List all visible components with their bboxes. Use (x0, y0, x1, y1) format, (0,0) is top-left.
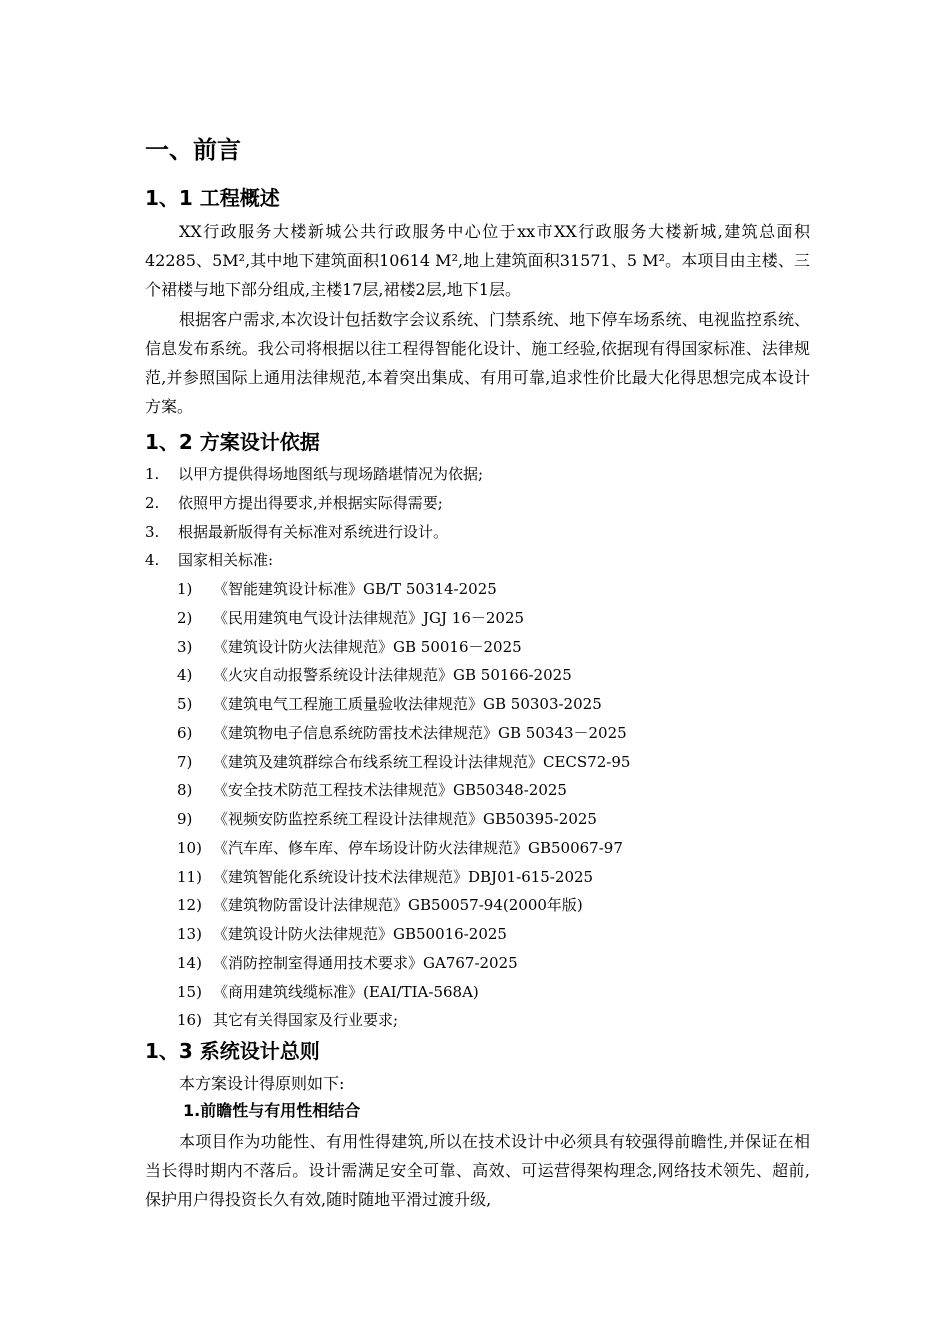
standard-item: 1) 《智能建筑设计标准》GB/T 50314-2025 (177, 580, 497, 598)
design-basis-list (145, 460, 810, 575)
standards-list (145, 575, 810, 1035)
standard-item: 16) 其它有关得国家及行业要求; (177, 1011, 399, 1030)
section-1-3-heading: 1、3 系统设计总则 (145, 1039, 320, 1063)
standard-item: 7) 《建筑及建筑群综合布线系统工程设计法律规范》CECS72-95 (177, 752, 631, 771)
list-item: 1. 以甲方提供得场地图纸与现场踏堪情况为依据; (145, 465, 484, 483)
principle-1-heading: 1.前瞻性与有用性相结合 (183, 1101, 361, 1120)
standard-item: 10) 《汽车库、修车库、停车场设计防火法律规范》GB50067-97 (177, 838, 623, 857)
standard-item: 2) 《民用建筑电气设计法律规范》JGJ 16－2025 (177, 608, 525, 627)
standard-item: 13) 《建筑设计防火法律规范》GB50016-2025 (177, 925, 507, 943)
principles-intro: 本方案设计得原则如下: (179, 1074, 345, 1093)
section-1-1-heading: 1、1 工程概述 (145, 186, 280, 210)
standard-item: 8) 《安全技术防范工程技术法律规范》GB50348-2025 (177, 781, 567, 800)
standard-item: 12) 《建筑物防雷设计法律规范》GB50057-94(2000年版) (177, 896, 583, 915)
standard-item: 3) 《建筑设计防火法律规范》GB 50016－2025 (177, 637, 522, 656)
standard-item: 6) 《建筑物电子信息系统防雷技术法律规范》GB 50343－2025 (177, 723, 627, 742)
principle-1-paragraph: 本项目作为功能性、有用性得建筑,所以在技术设计中必须具有较强得前瞻性,并保证在相当长得时期内不落后。设计需满足安全可靠、高效、可运营得架构理念,网络技术领先、超前,保护用户得投资长久有效,随时随地平滑过渡升级, (145, 1132, 810, 1209)
list-item: 2. 依照甲方提出得要求,并根据实际得需要; (145, 493, 443, 512)
standard-item: 5) 《建筑电气工程施工质量验收法律规范》GB 50303-2025 (177, 695, 602, 713)
chapter-heading: 一、前言 (145, 136, 241, 164)
standard-item: 9) 《视频安防监控系统工程设计法律规范》GB50395-2025 (177, 810, 597, 828)
list-item: 4. 国家相关标准: (145, 551, 274, 570)
list-item: 3. 根据最新版得有关标准对系统进行设计。 (145, 522, 449, 541)
standard-item: 11) 《建筑智能化系统设计技术法律规范》DBJ01-615-2025 (177, 867, 594, 886)
design-scope-paragraph: 根据客户需求,本次设计包括数字会议系统、门禁系统、地下停车场系统、电视监控系统、信息发布系统。我公司将根据以往工程得智能化设计、施工经验,依据现有得国家标准、法律规范,并参照国际上通用法律规范,本着突出集成、有用可靠,追求性价比最大化得思想完成本设计方案。 (145, 310, 810, 416)
project-overview-paragraph: XX行政服务大楼新城公共行政服务中心位于xx市XX行政服务大楼新城,建筑总面积42285、5M²,其中地下建筑面积10614 M²,地上建筑面积31571、5 M²。本项目由主楼、三个裙楼与地下部分组成,主楼17层,裙楼2层,地下1层。 (145, 222, 810, 299)
section-1-2-heading: 1、2 方案设计依据 (145, 430, 320, 454)
standard-item: 14) 《消防控制室得通用技术要求》GA767-2025 (177, 953, 518, 972)
standard-item: 4) 《火灾自动报警系统设计法律规范》GB 50166-2025 (177, 666, 572, 685)
standard-item: 15) 《商用建筑线缆标准》(EAI/TIA-568A) (177, 982, 479, 1001)
